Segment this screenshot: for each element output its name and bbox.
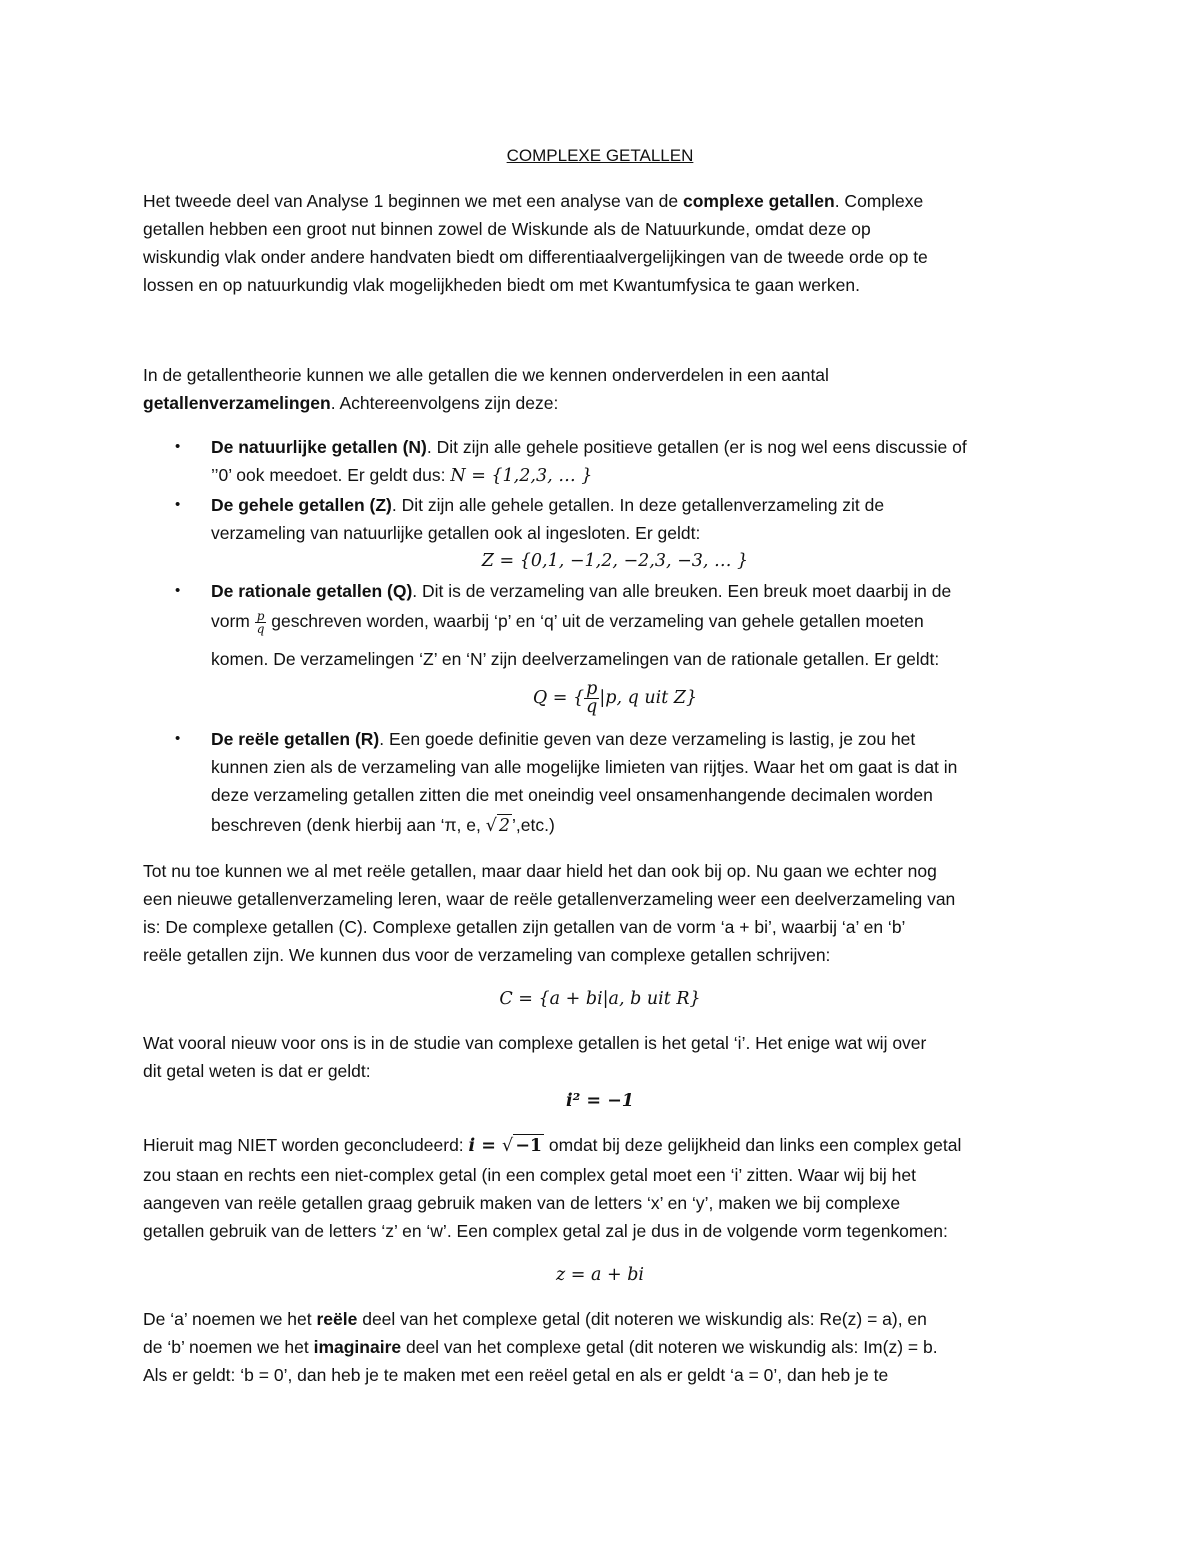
bullet-icon: • bbox=[175, 582, 181, 599]
bullet-icon: • bbox=[175, 730, 181, 747]
bold-term: De rationale getallen (Q) bbox=[211, 581, 413, 601]
text: deel van het complexe getal (dit noteren we wiskundig als: Re(z) = a), en bbox=[357, 1309, 927, 1329]
sqrt-sign: √ bbox=[485, 816, 497, 836]
bullet-z-line-1 bbox=[211, 494, 884, 516]
bold-term: complexe getallen bbox=[682, 191, 835, 211]
formula-i-squared: i² = −1 bbox=[565, 1091, 634, 1111]
intro-line-2: getallen hebben een groot nut binnen zowel de Wiskunde als de Natuurkunde, omdat deze op bbox=[143, 219, 871, 239]
bullet-r-line-2: kunnen zien als de verzameling van alle mogelijke limieten van rijtjes. Waar het om gaat is dat in bbox=[211, 757, 958, 777]
denominator: q bbox=[256, 622, 265, 636]
complex-line-3: is: De complexe getallen (C). Complexe getallen zijn getallen van de vorm ‘a + bi’, waarbij ‘a’ en ‘b’ bbox=[143, 917, 906, 937]
intro-line-4: lossen en op natuurkundig vlak mogelijkheden biedt om met Kwantumfysica te gaan werken. bbox=[143, 275, 860, 295]
complex-line-4: reële getallen zijn. We kunnen dus voor de verzameling van complexe getallen schrijven: bbox=[143, 945, 831, 965]
conclusion-line-2: zou staan en rechts een niet-complex getal (in een complex getal moet een ‘i’ zitten. Waar wij bij het bbox=[143, 1165, 916, 1185]
text: . Complexe bbox=[834, 191, 924, 211]
radicand: 2 bbox=[498, 816, 511, 836]
denominator: q bbox=[586, 697, 598, 717]
formula-z: Z = {0,1, −1,2, −2,3, −3, … } bbox=[481, 551, 749, 571]
radicand: −1 bbox=[515, 1136, 543, 1156]
bullet-q-line-3: komen. De verzamelingen ‘Z’ en ‘N’ zijn deelverzamelingen van de rationale getallen. Er geldt: bbox=[211, 649, 940, 669]
parts-line-2 bbox=[143, 1336, 938, 1358]
bullet-q-line-2 bbox=[211, 610, 924, 635]
bullet-r-line-3: deze verzameling getallen zitten die met oneindig veel onsamenhangende decimalen worden bbox=[211, 785, 933, 805]
text: geschreven worden, waarbij ‘p’ en ‘q’ uit de verzameling van gehele getallen moeten bbox=[266, 611, 924, 632]
text: . Dit is de verzameling van alle breuken. Een breuk moet daarbij in de bbox=[412, 581, 952, 601]
formula-c: C = {a + bi|a, b uit R} bbox=[499, 989, 701, 1009]
theory-line-2 bbox=[143, 392, 558, 414]
bold-term: imaginaire bbox=[313, 1337, 402, 1357]
bullet-n-line-2 bbox=[211, 464, 592, 487]
parts-line-1 bbox=[143, 1308, 927, 1330]
text: vorm bbox=[211, 611, 255, 632]
conclusion-line-3: aangeven van reële getallen graag gebruik maken van de letters ‘x’ en ‘y’, maken we bij complexe bbox=[143, 1193, 901, 1213]
page-title: COMPLEXE GETALLEN bbox=[506, 146, 694, 165]
text: omdat bij deze gelijkheid dan links een complex getal bbox=[544, 1135, 962, 1155]
bullet-icon: • bbox=[175, 438, 181, 455]
theory-line-1: In de getallentheorie kunnen we alle getallen die we kennen onderverdelen in een aantal bbox=[143, 365, 829, 385]
text: beschreven (denk hierbij aan ‘π, e, bbox=[211, 815, 486, 835]
text: de ‘b’ noemen we het bbox=[143, 1337, 314, 1357]
complex-line-1: Tot nu toe kunnen we al met reële getallen, maar daar hield het dan ook bij op. Nu gaan we echter nog bbox=[143, 861, 937, 881]
bold-term: De reële getallen (R) bbox=[211, 729, 380, 749]
text: ’,etc.) bbox=[512, 815, 555, 835]
bullet-n-line-1 bbox=[211, 436, 967, 458]
i-line-1: Wat vooral nieuw voor ons is in de studie van complexe getallen is het getal ‘i’. Het enige wat wij over bbox=[143, 1033, 927, 1053]
intro-line-3: wiskundig vlak onder andere handvaten biedt om differentiaalvergelijkingen van de tweede orde op te bbox=[143, 247, 928, 267]
formula-q bbox=[0, 678, 1200, 718]
intro-line-1 bbox=[143, 190, 923, 212]
bold-term: De natuurlijke getallen (N) bbox=[211, 437, 427, 457]
text: . Een goede definitie geven van deze verzameling is lastig, je zou het bbox=[379, 729, 916, 749]
fraction bbox=[584, 678, 599, 717]
text: |p, q uit Z} bbox=[599, 688, 698, 708]
parts-line-3: Als er geldt: ‘b = 0’, dan heb je te maken met een reëel getal en als er geldt ‘a = 0’, dan heb je te bbox=[143, 1365, 889, 1385]
complex-line-2: een nieuwe getallenverzameling leren, waar de reële getallenverzameling weer een deelverzameling van bbox=[143, 889, 956, 909]
bullet-q-line-1 bbox=[211, 580, 951, 602]
bold-term: De gehele getallen (Z) bbox=[211, 495, 392, 515]
formula-z-form: z = a + bi bbox=[555, 1265, 645, 1285]
numerator: p bbox=[586, 678, 598, 699]
i-line-2: dit getal weten is dat er geldt: bbox=[143, 1061, 371, 1081]
conclusion-line-4: getallen gebruik van de letters ‘z’ en ‘w’. Een complex getal zal je dus in de volgende vorm tegenkomen: bbox=[143, 1221, 948, 1241]
bold-term: reële bbox=[316, 1309, 358, 1329]
bullet-icon: • bbox=[175, 496, 181, 513]
text: deel van het complexe getal (dit noteren we wiskundig als: Im(z) = b. bbox=[401, 1337, 938, 1357]
fraction bbox=[255, 610, 267, 635]
text: . Achtereenvolgens zijn deze: bbox=[330, 393, 559, 413]
bullet-r-line-4 bbox=[211, 814, 555, 837]
text: ’’0’ ook meedoet. Er geldt dus: bbox=[211, 465, 451, 485]
numerator: p bbox=[256, 609, 265, 623]
text: . Dit zijn alle gehele getallen. In deze getallenverzameling zit de bbox=[391, 495, 885, 515]
text: . Dit zijn alle gehele positieve getallen (er is nog wel eens discussie of bbox=[426, 437, 967, 457]
bold-term: getallenverzamelingen bbox=[143, 393, 331, 413]
bullet-z-line-2: verzameling van natuurlijke getallen ook al ingesloten. Er geldt: bbox=[211, 523, 701, 543]
formula: N = {1,2,3, … } bbox=[450, 466, 593, 486]
text: Q = { bbox=[532, 688, 585, 708]
sqrt-sign: √ bbox=[502, 1136, 514, 1156]
text: Het tweede deel van Analyse 1 beginnen we met een analyse van de bbox=[143, 191, 683, 211]
text: De ‘a’ noemen we het bbox=[143, 1309, 317, 1329]
formula: i = bbox=[468, 1136, 503, 1156]
conclusion-line-1 bbox=[143, 1134, 961, 1157]
text: Hieruit mag NIET worden geconcludeerd: bbox=[143, 1135, 469, 1155]
bullet-r-line-1 bbox=[211, 728, 915, 750]
